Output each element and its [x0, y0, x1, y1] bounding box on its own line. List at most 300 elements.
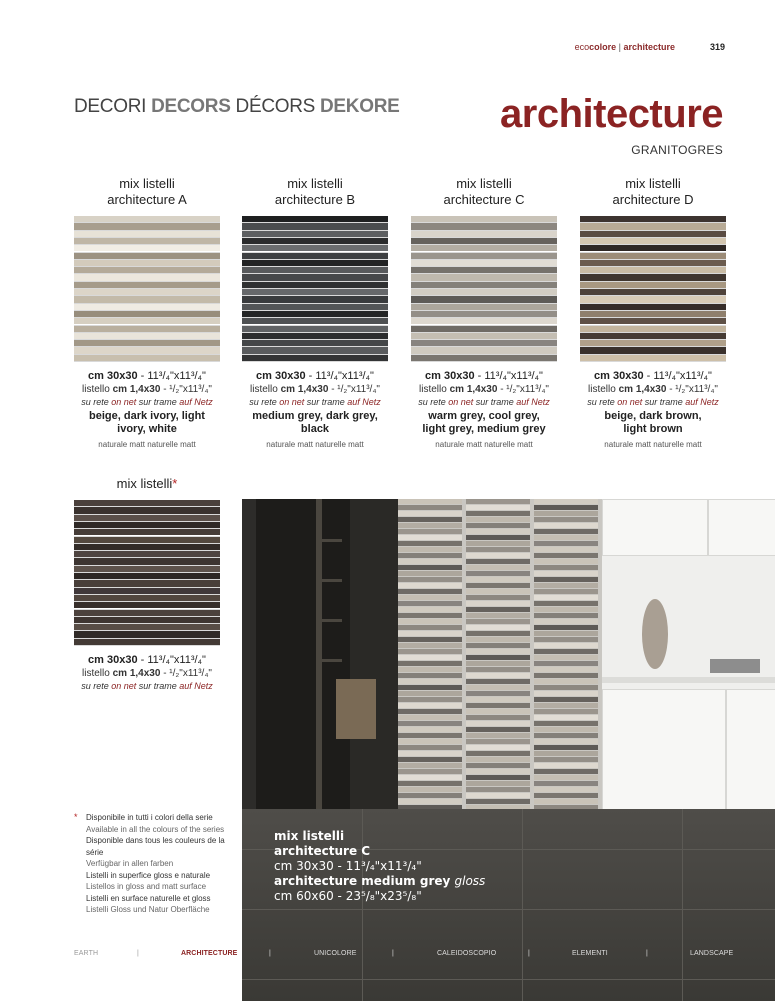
footnote-line: Listelli in superfice gloss e naturale [86, 870, 211, 880]
title-decori: DECORI [74, 96, 152, 117]
photo-tile-stripe [466, 607, 530, 612]
photo-tile-stripe [466, 715, 530, 720]
photo-tile-stripe [534, 739, 598, 744]
net-fr: sur trame [138, 397, 180, 407]
net-de: auf Netz [347, 397, 381, 407]
photo-tile-stripe [398, 619, 462, 624]
photo-tile-stripe [466, 619, 530, 624]
product-colors-line1: beige, dark ivory, light [89, 410, 205, 422]
photo-tile-stripe [466, 535, 530, 540]
brand-separator: | [616, 42, 624, 52]
asterisk: * [172, 476, 178, 491]
photo-tile-stripe [466, 649, 530, 654]
footer-separator: | [269, 950, 271, 957]
photo-tile-stripe [398, 523, 462, 528]
caption-line5: cm 60x60 - 23⁵/₈"x23⁵/₈" [274, 889, 422, 903]
photo-tile-stripe [398, 511, 462, 516]
footnote-line: Verfügbar in allen farben [86, 859, 174, 868]
photo-floor-grout [682, 809, 683, 1001]
photo-tile-stripe [398, 691, 462, 696]
photo-stove [710, 659, 760, 673]
photo-tile-stripe [466, 601, 530, 606]
photo-tile-stripe [398, 577, 462, 582]
photo-tile-stripe [398, 565, 462, 570]
photo-tile-stripe [398, 721, 462, 726]
photo-tile-stripe [398, 673, 462, 678]
footnote-line: Disponible dans tous les couleurs de la série [86, 836, 225, 857]
tile-grout [242, 361, 388, 362]
listello-dimension: cm 1,4x30 [112, 384, 161, 395]
listello-dimension: cm 1,4x30 [112, 668, 161, 679]
photo-tile-stripe [466, 553, 530, 558]
photo-tile-stripe [466, 763, 530, 768]
photo-tile-stripe [398, 583, 462, 588]
product-description [74, 370, 220, 451]
photo-tile-stripe [534, 511, 598, 516]
photo-tile-stripe [398, 649, 462, 654]
tile-swatch [74, 500, 220, 646]
product-finish: naturale matt naturelle matt [604, 440, 702, 449]
photo-tile-stripe [466, 799, 530, 804]
photo-tile-stripe [534, 691, 598, 696]
photo-tile-stripe [398, 529, 462, 534]
photo-tile-stripe [466, 775, 530, 780]
photo-tile-stripe [398, 787, 462, 792]
photo-tile-stripe [466, 565, 530, 570]
photo-kitchen [602, 499, 775, 829]
photo-tile-stripe [534, 601, 598, 606]
photo-shelf-post [316, 499, 322, 829]
photo-tile-stripe [398, 547, 462, 552]
net-en: on net [617, 397, 645, 407]
photo-tile-stripe [466, 691, 530, 696]
net-en: on net [111, 681, 139, 691]
product-name [411, 176, 557, 212]
photo-tile-column [534, 499, 598, 809]
photo-tile-stripe [398, 631, 462, 636]
photo-tile-stripe [534, 763, 598, 768]
tile-grout [74, 645, 220, 646]
tile-swatch [411, 216, 557, 362]
photo-tile-stripe [398, 793, 462, 798]
photo-tile-stripe [534, 661, 598, 666]
photo-tile-stripe [398, 667, 462, 672]
photo-tile-stripe [466, 589, 530, 594]
photo-tile-stripe [534, 787, 598, 792]
photo-tile-stripe [534, 523, 598, 528]
footnote-line: Listelli en surface naturelle et gloss [86, 893, 211, 903]
photo-floor-grout [242, 979, 775, 980]
footer-separator: | [646, 950, 648, 957]
photo-tile-stripe [466, 745, 530, 750]
tile-swatch [74, 216, 220, 362]
dimension-cm: cm 30x30 [88, 654, 138, 666]
photo-tile-stripe [534, 781, 598, 786]
photo-tile-stripe [534, 529, 598, 534]
footer-nav-unicolore[interactable]: UNICOLORE [314, 950, 357, 957]
net-de: auf Netz [516, 397, 550, 407]
product-mix-listelli [74, 476, 220, 693]
listello-dimension: cm 1,4x30 [449, 384, 498, 395]
net-en: on net [279, 397, 307, 407]
photo-tile-stripe [534, 547, 598, 552]
net-en: on net [448, 397, 476, 407]
footnote [74, 812, 244, 916]
photo-tile-stripe [466, 661, 530, 666]
listello-inch: - ¹/₂"x11³/₄" [160, 384, 212, 395]
decor-title-row [74, 96, 400, 118]
net-it: su rete [81, 681, 112, 691]
product-name-line2: architecture C [443, 192, 525, 207]
brand-colore: colore [589, 42, 617, 52]
footer-nav-architecture[interactable]: ARCHITECTURE [181, 950, 238, 957]
photo-tile-stripe [534, 571, 598, 576]
photo-tile-stripe [398, 703, 462, 708]
photo-doorway [350, 499, 400, 829]
photo-tile-column [398, 499, 462, 809]
tile-swatch [242, 216, 388, 362]
photo-tile-stripe [398, 559, 462, 564]
product-card [411, 176, 557, 451]
photo-tile-stripe [534, 559, 598, 564]
photo-tile-stripe [534, 709, 598, 714]
listello-dimension: cm 1,4x30 [280, 384, 329, 395]
photo-upper-cabinet [708, 499, 775, 556]
photo-tile-stripe [466, 631, 530, 636]
photo-tile-stripe [398, 541, 462, 546]
footnote-asterisk: * [74, 812, 78, 822]
listello-label: listello [419, 384, 450, 395]
photo-tile-stripe [398, 709, 462, 714]
title-decors-fr: DÉCORS [235, 96, 321, 117]
photo-tile-stripe [466, 781, 530, 786]
photo-tile-stripe [398, 625, 462, 630]
photo-tile-stripe [398, 763, 462, 768]
photo-tile-stripe [398, 757, 462, 762]
photo-tile-stripe [534, 619, 598, 624]
photo-tile-stripe [534, 607, 598, 612]
product-colors-line1: beige, dark brown, [604, 410, 702, 422]
photo-tile-stripe [534, 733, 598, 738]
photo-tile-stripe [466, 577, 530, 582]
net-fr: sur trame [306, 397, 348, 407]
photo-tile-stripe [398, 745, 462, 750]
page-title: architecture [500, 92, 723, 136]
footnote-line: Listelli Gloss und Natur Oberfläche [86, 905, 210, 914]
photo-tile-stripe [534, 685, 598, 690]
brand-eco: eco [574, 42, 590, 52]
footer-nav-landscape[interactable]: LANDSCAPE [690, 950, 734, 957]
photo-tile-stripe [398, 781, 462, 786]
photo-tile-stripe [466, 517, 530, 522]
product-name-line2: architecture B [274, 192, 356, 207]
dimension-inch: - 11³/₄"x11³/₄" [643, 370, 712, 382]
photo-tile-stripe [466, 529, 530, 534]
photo-tile-stripe [398, 643, 462, 648]
header-brand [575, 42, 675, 52]
product-card [242, 176, 388, 451]
photo-tile-stripe [534, 565, 598, 570]
page-number: 319 [709, 42, 725, 52]
dimension-inch: - 11³/₄"x11³/₄" [305, 370, 374, 382]
photo-tile-stripe [534, 589, 598, 594]
photo-tile-stripe [398, 799, 462, 804]
photo-tile-stripe [466, 757, 530, 762]
photo-tile-stripe [398, 613, 462, 618]
photo-tile-stripe [534, 703, 598, 708]
photo-tile-stripe [466, 643, 530, 648]
photo-tile-stripe [398, 715, 462, 720]
photo-caption [274, 829, 485, 904]
photo-tile-stripe [534, 577, 598, 582]
photo-tile-stripe [534, 535, 598, 540]
photo-tile-stripe [534, 757, 598, 762]
photo-tile-stripe [398, 769, 462, 774]
photo-tile-stripe [466, 733, 530, 738]
photo-shelf [322, 619, 342, 622]
photo-tile-stripe [466, 499, 530, 504]
photo-tile-stripe [466, 793, 530, 798]
photo-tile-stripe [466, 523, 530, 528]
net-de: auf Netz [179, 397, 213, 407]
photo-tile-stripe [466, 721, 530, 726]
photo-tile-stripe [398, 571, 462, 576]
photo-tile-stripe [398, 499, 462, 504]
photo-tile-stripe [466, 667, 530, 672]
photo-tile-stripe [534, 613, 598, 618]
photo-tile-stripe [534, 655, 598, 660]
photo-tile-stripe [534, 667, 598, 672]
photo-tile-stripe [466, 709, 530, 714]
photo-tile-stripe [534, 637, 598, 642]
photo-tile-stripe [466, 583, 530, 588]
photo-tile-stripe [398, 517, 462, 522]
photo-tile-stripe [398, 727, 462, 732]
net-fr: sur trame [138, 681, 180, 691]
photo-tile-stripe [534, 775, 598, 780]
photo-vase [642, 599, 668, 669]
photo-tile-stripe [466, 751, 530, 756]
photo-tile-stripe [466, 655, 530, 660]
net-it: su rete [587, 397, 618, 407]
product-description [242, 370, 388, 451]
photo-tile-stripe [398, 607, 462, 612]
product-name [242, 176, 388, 212]
footnote-line: Listellos in gloss and matt surface [86, 882, 207, 891]
product-colors-line1: warm grey, cool grey, [428, 410, 540, 422]
photo-tile-stripe [534, 679, 598, 684]
photo-tile-stripe [466, 703, 530, 708]
listello-inch: - ¹/₂"x11³/₄" [160, 668, 212, 679]
photo-tile-stripe [466, 511, 530, 516]
photo-tile-stripe [466, 697, 530, 702]
product-colors-line2: light grey, medium grey [422, 423, 546, 435]
net-de: auf Netz [685, 397, 719, 407]
interior-photo [242, 499, 775, 1001]
photo-tile-stripe [466, 547, 530, 552]
photo-tile-stripe [534, 745, 598, 750]
footer-nav-earth[interactable]: EARTH [74, 950, 99, 957]
footer-separator: | [392, 950, 394, 957]
title-dekore: DEKORE [320, 96, 400, 117]
photo-tile-stripe [534, 643, 598, 648]
photo-tile-panel [398, 499, 602, 809]
dimension-inch: - 11³/₄"x11³/₄" [474, 370, 543, 382]
footer-nav-caleidoscopio[interactable]: CALEIDOSCOPIO [437, 950, 497, 957]
photo-tile-stripe [398, 589, 462, 594]
photo-tile-stripe [466, 787, 530, 792]
footnote-line: Disponibile in tutti i colori della serie [86, 813, 213, 822]
product-colors-line2: light brown [623, 423, 683, 435]
photo-tile-stripe [534, 505, 598, 510]
photo-tile-stripe [398, 655, 462, 660]
photo-tile-stripe [398, 661, 462, 666]
listello-label: listello [82, 384, 113, 395]
product-finish: naturale matt naturelle matt [98, 440, 196, 449]
photo-shelf [322, 539, 342, 542]
photo-tile-stripe [466, 541, 530, 546]
listello-inch: - ¹/₂"x11³/₄" [666, 384, 718, 395]
photo-floor-grout [242, 909, 775, 910]
photo-tile-stripe [534, 583, 598, 588]
product-colors-line2: ivory, white [117, 423, 177, 435]
listello-inch: - ¹/₂"x11³/₄" [497, 384, 549, 395]
photo-tile-stripe [466, 727, 530, 732]
net-de: auf Netz [179, 681, 213, 691]
product-name-line2: architecture A [107, 192, 187, 207]
photo-tile-stripe [466, 769, 530, 774]
dimension-inch: - 11³/₄"x11³/₄" [137, 654, 206, 666]
photo-chair [336, 679, 376, 739]
photo-tile-stripe [534, 625, 598, 630]
photo-shelving-room [256, 499, 400, 829]
footer-nav-elementi[interactable]: ELEMENTI [572, 950, 608, 957]
title-decors: DECORS [151, 96, 236, 117]
page-subtitle: GRANITOGRES [631, 143, 723, 157]
photo-tile-stripe [398, 595, 462, 600]
photo-tile-stripe [398, 553, 462, 558]
dimension-cm: cm 30x30 [594, 370, 644, 382]
tile-grout [411, 361, 557, 362]
photo-tile-stripe [398, 751, 462, 756]
photo-tile-stripe [466, 505, 530, 510]
product-colors-line2: black [300, 423, 330, 435]
net-fr: sur trame [475, 397, 517, 407]
photo-tile-stripe [534, 673, 598, 678]
photo-tile-stripe [534, 769, 598, 774]
photo-tile-stripe [534, 595, 598, 600]
net-it: su rete [81, 397, 112, 407]
product-card [74, 176, 220, 451]
dimension-cm: cm 30x30 [88, 370, 138, 382]
listello-label: listello [250, 384, 281, 395]
footer-separator: | [137, 950, 139, 957]
photo-tile-stripe [466, 739, 530, 744]
caption-line4-finish: gloss [454, 874, 486, 888]
dimension-cm: cm 30x30 [256, 370, 306, 382]
photo-tile-stripe [534, 751, 598, 756]
photo-tile-column [466, 499, 530, 809]
photo-tile-stripe [534, 553, 598, 558]
photo-tile-stripe [534, 697, 598, 702]
net-it: su rete [249, 397, 280, 407]
photo-tile-stripe [534, 541, 598, 546]
product-card [580, 176, 726, 451]
photo-tile-stripe [466, 595, 530, 600]
photo-countertop [602, 677, 775, 683]
photo-tile-stripe [534, 499, 598, 504]
photo-tile-stripe [466, 679, 530, 684]
listello-label: listello [82, 668, 113, 679]
photo-tile-stripe [466, 559, 530, 564]
listello-inch: - ¹/₂"x11³/₄" [328, 384, 380, 395]
photo-tile-stripe [398, 775, 462, 780]
photo-tile-stripe [398, 739, 462, 744]
dimension-inch: - 11³/₄"x11³/₄" [137, 370, 206, 382]
caption-line1: mix listelli [274, 829, 345, 843]
photo-upper-cabinet [602, 499, 708, 556]
net-fr: sur trame [644, 397, 686, 407]
photo-shelf [322, 659, 342, 662]
product-name-line1: mix listelli [119, 176, 175, 191]
photo-tile-stripe [534, 721, 598, 726]
photo-tile-stripe [398, 505, 462, 510]
brand-section: architecture [623, 42, 675, 52]
net-it: su rete [418, 397, 449, 407]
photo-tile-stripe [534, 517, 598, 522]
photo-tile-stripe [466, 673, 530, 678]
dimension-cm: cm 30x30 [425, 370, 475, 382]
caption-line2: architecture C [274, 844, 371, 858]
photo-tile-stripe [398, 679, 462, 684]
photo-tile-stripe [534, 631, 598, 636]
photo-shelf [322, 579, 342, 582]
photo-tile-stripe [398, 601, 462, 606]
product-name-text: mix listelli [116, 476, 173, 491]
product-finish: naturale matt naturelle matt [266, 440, 364, 449]
photo-tile-stripe [534, 799, 598, 804]
net-en: on net [111, 397, 139, 407]
product-description [74, 654, 220, 693]
product-name [74, 476, 220, 496]
caption-line4: architecture medium grey [274, 874, 455, 888]
product-finish: naturale matt naturelle matt [435, 440, 533, 449]
product-name-line1: mix listelli [456, 176, 512, 191]
photo-tile-stripe [398, 637, 462, 642]
product-description [411, 370, 557, 451]
photo-floor-grout [522, 809, 523, 1001]
photo-tile-stripe [466, 571, 530, 576]
tile-swatch [580, 216, 726, 362]
product-name [580, 176, 726, 212]
photo-tile-stripe [398, 685, 462, 690]
caption-line3: cm 30x30 - 11³/₄"x11³/₄" [274, 859, 422, 873]
product-colors-line1: medium grey, dark grey, [252, 410, 378, 422]
photo-tile-stripe [466, 685, 530, 690]
tile-grout [580, 361, 726, 362]
product-name-line1: mix listelli [625, 176, 681, 191]
photo-tile-stripe [466, 625, 530, 630]
photo-tile-stripe [398, 733, 462, 738]
product-name [74, 176, 220, 212]
photo-tile-stripe [534, 793, 598, 798]
photo-tile-stripe [398, 697, 462, 702]
photo-tile-stripe [398, 535, 462, 540]
tile-grout [74, 361, 220, 362]
footnote-line: Available in all the colours of the series [86, 824, 225, 834]
product-name-line1: mix listelli [287, 176, 343, 191]
product-description [580, 370, 726, 451]
